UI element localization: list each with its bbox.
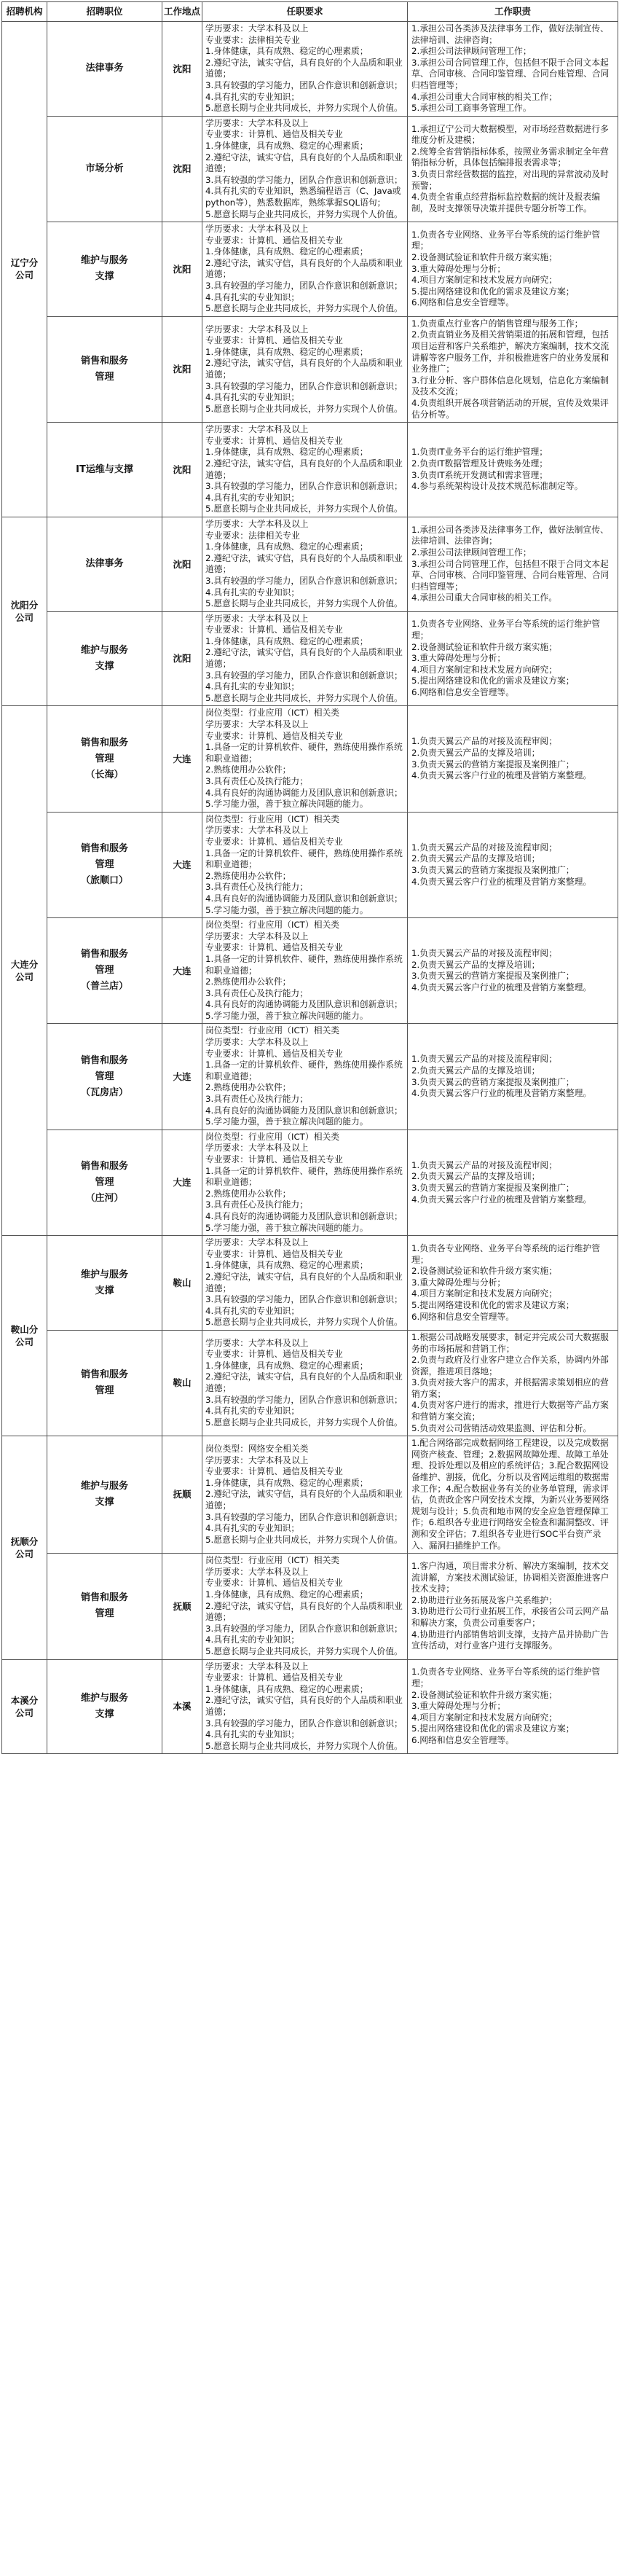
location-cell: 鞍山: [162, 1236, 202, 1331]
location-cell: 大连: [162, 812, 202, 917]
org-name: 鞍山分公司: [10, 1324, 39, 1348]
position-cell: 维护与服务 支撑: [47, 611, 162, 706]
position-cell: 销售和服务 管理: [47, 1330, 162, 1436]
requirements-cell: 岗位类型：行业应用（ICT）相关类 学历要求：大学本科及以上 专业要求：计算机、通信及相关专业 1.身体健康，具有成熟、稳定的心理素质； 2.遵纪守法，诚实守信，具有良好的个人品质和职业道德； 3.具有较强的学习能力，团队合作意识和创新意识； 4.具有扎实的专业知识； 5.愿意长期与企业共同成长，并努力实现个人价值。: [202, 1554, 408, 1659]
org-cell: [2, 1236, 47, 1436]
position-cell: 销售和服务 管理 （庄河）: [47, 1130, 162, 1235]
table-row: [2, 918, 618, 1024]
table-row: [2, 706, 618, 812]
table-header: [2, 2, 618, 22]
requirements-cell: 学历要求：大学本科及以上 专业要求：计算机、通信及相关专业 1.身体健康，具有成熟、稳定的心理素质； 2.遵纪守法，诚实守信，具有良好的个人品质和职业道德； 3.具有较强的学习能力，团队合作意识和创新意识； 4.具有扎实的专业知识； 5.愿意长期与企业共同成长，并努力实现个人价值。: [202, 222, 408, 317]
position-cell: 销售和服务 管理 （旅顺口）: [47, 812, 162, 917]
table-row: [2, 423, 618, 517]
org-cell: [2, 706, 47, 1236]
location-cell: 沈阳: [162, 517, 202, 611]
table-row: [2, 222, 618, 317]
org-cell: [2, 517, 47, 706]
org-cell: [2, 22, 47, 517]
duties-cell: 1.负责天翼云产品的对接及流程审阅； 2.负责天翼云产品的支撑及培训； 3.负责天翼云的营销方案提报及案例推广； 4.负责天翼云客户行业的梳理及营销方案整理。: [408, 1024, 618, 1130]
table-row: [2, 812, 618, 917]
location-cell: 本溪: [162, 1659, 202, 1754]
requirements-cell: 岗位类型：行业应用（ICT）相关类 学历要求：大学本科及以上 专业要求：计算机、通信及相关专业 1.具备一定的计算机软件、硬件，熟练使用操作系统和职业道德； 2.熟练使用办公软件； 3.具有责任心及执行能力； 4.具有良好的沟通协调能力及团队意识和创新意识； 5.学习能力强，善于独立解决问题的能力。: [202, 812, 408, 917]
position-cell: 法律事务: [47, 22, 162, 117]
duties-cell: 1.承担公司各类涉及法律事务工作，做好法制宣传、法律培训、法律咨询； 2.承担公司法律顾问管理工作； 3.承担公司合同管理工作，包括但不限于合同文本起草、合同审核、合同印鉴管理、合同台账管理、合同归档管理等； 4.承担公司重大合同审核的相关工作； 5.承担公司工商事务管理工作。: [408, 22, 618, 117]
duties-cell: 1.根据公司战略发展要求，制定并完成公司大数据服务的市场拓展和营销工作； 2.负责与政府及行业客户建立合作关系，协调内外部资源，推进项目落地； 3.负责对接大客户的需求，并根据需求策划相应的营销方案； 4.负责对客户进行的需求，推进行大数据等产品方案和营销方案交流； 5.负责对公司营销活动效果监测、评估和分析。: [408, 1330, 618, 1436]
requirements-cell: 学历要求：大学本科及以上 专业要求：法律相关专业 1.身体健康，具有成熟、稳定的心理素质； 2.遵纪守法，诚实守信，具有良好的个人品质和职业道德； 3.具有较强的学习能力，团队合作意识和创新意识； 4.具有扎实的专业知识； 5.愿意长期与企业共同成长，并努力实现个人价值。: [202, 22, 408, 117]
requirements-cell: 学历要求：大学本科及以上 专业要求：计算机、通信及相关专业 1.身体健康，具有成熟、稳定的心理素质； 2.遵纪守法，诚实守信，具有良好的个人品质和职业道德； 3.具有较强的学习能力，团队合作意识和创新意识； 4.具有扎实的专业知识； 5.愿意长期与企业共同成长，并努力实现个人价值。: [202, 1330, 408, 1436]
location-cell: 沈阳: [162, 423, 202, 517]
org-name: 本溪分公司: [10, 1694, 39, 1718]
table-row: [2, 1659, 618, 1754]
position-cell: 维护与服务 支撑: [47, 222, 162, 317]
location-cell: 抚顺: [162, 1436, 202, 1554]
requirements-cell: 学历要求：大学本科及以上 专业要求：法律相关专业 1.身体健康，具有成熟、稳定的心理素质； 2.遵纪守法，诚实守信，具有良好的个人品质和职业道德； 3.具有较强的学习能力，团队合作意识和创新意识； 4.具有扎实的专业知识； 5.愿意长期与企业共同成长，并努力实现个人价值。: [202, 517, 408, 611]
recruitment-table: [1, 1, 618, 1754]
duties-cell: 1.负责各专业网络、业务平台等系统的运行维护管理； 2.设备测试验证和软件升级方案实施； 3.重大障碍处理与分析； 4.项目方案制定和技术发展方向研究； 5.提出网络建设和优化的需求及建议方案； 6.网络和信息安全管理等。: [408, 611, 618, 706]
duties-cell: 1.负责天翼云产品的对接及流程审阅； 2.负责天翼云产品的支撑及培训； 3.负责天翼云的营销方案提报及案例推广； 4.负责天翼云客户行业的梳理及营销方案整理。: [408, 706, 618, 812]
duties-cell: 1.客户沟通，项目需求分析、解决方案编制，技术交流讲解，方案技术测试验证，协调相关资源推进客户技术支持； 2.协助进行业务拓展及客户关系维护； 3.协助进行公司行业拓展工作，承接省公司云网产品和解决方案，负责公司重要客户； 4.协助进行内部销售培训支撑，支持产品并协助广告宣传活动，对行业客户进行支撑服务。: [408, 1554, 618, 1659]
requirements-cell: 学历要求：大学本科及以上 专业要求：计算机、通信及相关专业 1.身体健康，具有成熟、稳定的心理素质； 2.遵纪守法，诚实守信，具有良好的个人品质和职业道德； 3.具有较强的学习能力，团队合作意识和创新意识； 4.具有扎实的专业知识； 5.愿意长期与企业共同成长，并努力实现个人价值。: [202, 1236, 408, 1331]
table-row: [2, 1130, 618, 1235]
duties-cell: 1.负责各专业网络、业务平台等系统的运行维护管理； 2.设备测试验证和软件升级方案实施； 3.重大障碍处理与分析； 4.项目方案制定和技术发展方向研究； 5.提出网络建设和优化的需求及建议方案； 6.网络和信息安全管理等。: [408, 1659, 618, 1754]
duties-cell: 1.负责天翼云产品的对接及流程审阅； 2.负责天翼云产品的支撑及培训； 3.负责天翼云的营销方案提报及案例推广； 4.负责天翼云客户行业的梳理及营销方案整理。: [408, 918, 618, 1024]
duties-cell: 1.承担公司各类涉及法律事务工作，做好法制宣传、法律培训、法律咨询； 2.承担公司法律顾问管理工作； 3.承担公司合同管理工作，包括但不限于合同文本起草、合同审核、合同印鉴管理、合同台账管理、合同归档管理等； 4.承担公司重大合同审核的相关工作。: [408, 517, 618, 611]
org-name: 抚顺分公司: [10, 1535, 39, 1559]
table-row: [2, 1024, 618, 1130]
requirements-cell: 岗位类型：行业应用（ICT）相关类 学历要求：大学本科及以上 专业要求：计算机、通信及相关专业 1.具备一定的计算机软件、硬件，熟练使用操作系统和职业道德； 2.熟练使用办公软件； 3.具有责任心及执行能力； 4.具有良好的沟通协调能力及团队意识和创新意识； 5.学习能力强，善于独立解决问题的能力。: [202, 706, 408, 812]
requirements-cell: 学历要求：大学本科及以上 专业要求：计算机、通信及相关专业 1.身体健康，具有成熟、稳定的心理素质； 2.遵纪守法，诚实守信，具有良好的个人品质和职业道德； 3.具有较强的学习能力，团队合作意识和创新意识； 4.具有扎实的专业知识； 5.愿意长期与企业共同成长，并努力实现个人价值。: [202, 316, 408, 422]
org-name: 大连分公司: [10, 959, 39, 983]
header-duties: 工作职责: [408, 2, 618, 22]
duties-cell: 1.配合网络部完成数据网络工程建设，以及完成数据网资产核查、管理；2.数据网故障处理、故障工单处理、投诉处理以及相应的系统评估；3.配合数据网设备维护、割接，优化，分析以及省网运维组的数据需求工作；4.配合数据业务有关的业务单管理，需求评估，负责政企客户网安技术支撑，为新兴业务要网络规划与设计；5.负责和地市网的安全应急管理保障工作；6.组织各专业进行网络安全检查和漏洞整改、评测和安全评估；7.组织各专业进行SOC平台资产录入、漏洞扫描维护工作。: [408, 1436, 618, 1554]
duties-cell: 1.负责重点行业客户的销售管理与服务工作； 2.负责直销业务及相关营销渠道的拓展和管理，包括项目运营和客户关系维护，解决方案编制，技术交流讲解等客户服务工作，并积极推进客户的业务发展和业务推广； 3.行业分析、客户群体信息化规划，信息化方案编制及技术交流； 4.负责组织开展各项营销活动的开展，宣传及效果评估分析等。: [408, 316, 618, 422]
table-row: [2, 1330, 618, 1436]
requirements-cell: 学历要求：大学本科及以上 专业要求：计算机、通信及相关专业 1.身体健康，具有成熟、稳定的心理素质； 2.遵纪守法，诚实守信，具有良好的个人品质和职业道德； 3.具有较强的学习能力，团队合作意识和创新意识； 4.具有扎实的专业知识，熟悉编程语言（C、Java或python等），熟悉数据库，熟练掌握SQL语句； 5.愿意长期与企业共同成长，并努力实现个人价值。: [202, 116, 408, 222]
requirements-cell: 岗位类型：行业应用（ICT）相关类 学历要求：大学本科及以上 专业要求：计算机、通信及相关专业 1.具备一定的计算机软件、硬件，熟练使用操作系统和职业道德； 2.熟练使用办公软件； 3.具有责任心及执行能力； 4.具有良好的沟通协调能力及团队意识和创新意识； 5.学习能力强，善于独立解决问题的能力。: [202, 918, 408, 1024]
position-cell: 销售和服务 管理 （普兰店）: [47, 918, 162, 1024]
duties-cell: 1.负责各专业网络、业务平台等系统的运行维护管理； 2.设备测试验证和软件升级方案实施； 3.重大障碍处理与分析； 4.项目方案制定和技术发展方向研究； 5.提出网络建设和优化的需求及建议方案； 6.网络和信息安全管理等。: [408, 1236, 618, 1331]
location-cell: 沈阳: [162, 222, 202, 317]
position-cell: 法律事务: [47, 517, 162, 611]
position-cell: 维护与服务 支撑: [47, 1659, 162, 1754]
position-cell: 维护与服务 支撑: [47, 1236, 162, 1331]
table-row: [2, 116, 618, 222]
position-cell: 维护与服务 支撑: [47, 1436, 162, 1554]
duties-cell: 1.负责各专业网络、业务平台等系统的运行维护管理； 2.设备测试验证和软件升级方案实施； 3.重大障碍处理与分析； 4.项目方案制定和技术发展方向研究； 5.提出网络建设和优化的需求及建议方案； 6.网络和信息安全管理等。: [408, 222, 618, 317]
location-cell: 沈阳: [162, 116, 202, 222]
duties-cell: 1.负责天翼云产品的对接及流程审阅； 2.负责天翼云产品的支撑及培训； 3.负责天翼云的营销方案提报及案例推广； 4.负责天翼云客户行业的梳理及营销方案整理。: [408, 812, 618, 917]
duties-cell: 1.负责IT业务平台的运行维护管理； 2.负责IT数据管理及计费账务处理； 3.负责IT系统开发测试和需求管理； 4.参与系统架构设计及技术规范标准制定等。: [408, 423, 618, 517]
position-cell: IT运维与支撑: [47, 423, 162, 517]
requirements-cell: 学历要求：大学本科及以上 专业要求：计算机、通信及相关专业 1.身体健康，具有成熟、稳定的心理素质； 2.遵纪守法，诚实守信，具有良好的个人品质和职业道德； 3.具有较强的学习能力，团队合作意识和创新意识； 4.具有扎实的专业知识； 5.愿意长期与企业共同成长，并努力实现个人价值。: [202, 1659, 408, 1754]
location-cell: 抚顺: [162, 1554, 202, 1659]
header-location: 工作地点: [162, 2, 202, 22]
header-row: [2, 2, 618, 22]
duties-cell: 1.承担辽宁公司大数据模型，对市场经营数据进行多维度分析及建模； 2.统筹全省营销指标体系，按照业务需求制定全年营销指标分析，具体包括编排报表需求等； 3.负责日常经营数据的监控，对出现的异常波动及时预警； 4.负责全省重点经营指标监控数据的统计及报表编制，及时支撑领导决策并提供专题分析等工作。: [408, 116, 618, 222]
location-cell: 沈阳: [162, 22, 202, 117]
position-cell: 销售和服务 管理 （瓦房店）: [47, 1024, 162, 1130]
table-row: [2, 316, 618, 422]
header-org: 招聘机构: [2, 2, 47, 22]
recruitment-table-container: [1, 1, 618, 1754]
duties-cell: 1.负责天翼云产品的对接及流程审阅； 2.负责天翼云产品的支撑及培训； 3.负责天翼云的营销方案提报及案例推广； 4.负责天翼云客户行业的梳理及营销方案整理。: [408, 1130, 618, 1235]
org-name: 沈阳分公司: [10, 600, 39, 624]
location-cell: 大连: [162, 1130, 202, 1235]
location-cell: 鞍山: [162, 1330, 202, 1436]
table-row: [2, 517, 618, 611]
org-cell: [2, 1659, 47, 1754]
location-cell: 大连: [162, 918, 202, 1024]
location-cell: 大连: [162, 1024, 202, 1130]
table-row: [2, 1236, 618, 1331]
requirements-cell: 岗位类型：行业应用（ICT）相关类 学历要求：大学本科及以上 专业要求：计算机、通信及相关专业 1.具备一定的计算机软件、硬件，熟练使用操作系统和职业道德； 2.熟练使用办公软件； 3.具有责任心及执行能力； 4.具有良好的沟通协调能力及团队意识和创新意识； 5.学习能力强，善于独立解决问题的能力。: [202, 1024, 408, 1130]
table-row: [2, 1554, 618, 1659]
header-position: 招聘职位: [47, 2, 162, 22]
requirements-cell: 岗位类型：行业应用（ICT）相关类 学历要求：大学本科及以上 专业要求：计算机、通信及相关专业 1.具备一定的计算机软件、硬件，熟练使用操作系统和职业道德； 2.熟练使用办公软件； 3.具有责任心及执行能力； 4.具有良好的沟通协调能力及团队意识和创新意识； 5.学习能力强，善于独立解决问题的能力。: [202, 1130, 408, 1235]
location-cell: 大连: [162, 706, 202, 812]
position-cell: 销售和服务 管理 （长海）: [47, 706, 162, 812]
table-row: [2, 611, 618, 706]
table-body: [2, 22, 618, 1754]
position-cell: 销售和服务 管理: [47, 316, 162, 422]
org-cell: [2, 1436, 47, 1659]
requirements-cell: 学历要求：大学本科及以上 专业要求：计算机、通信及相关专业 1.身体健康，具有成熟、稳定的心理素质； 2.遵纪守法，诚实守信，具有良好的个人品质和职业道德； 3.具有较强的学习能力，团队合作意识和创新意识； 4.具有扎实的专业知识； 5.愿意长期与企业共同成长，并努力实现个人价值。: [202, 423, 408, 517]
location-cell: 沈阳: [162, 611, 202, 706]
table-row: [2, 22, 618, 117]
position-cell: 销售和服务 管理: [47, 1554, 162, 1659]
requirements-cell: 岗位类型：网络安全相关类 学历要求：大学本科及以上 专业要求：计算机、通信及相关专业 1.身体健康，具有成熟、稳定的心理素质； 2.遵纪守法，诚实守信，具有良好的个人品质和职业道德； 3.具有较强的学习能力，团队合作意识和创新意识； 4.具有扎实的专业知识； 5.愿意长期与企业共同成长，并努力实现个人价值。: [202, 1436, 408, 1554]
requirements-cell: 学历要求：大学本科及以上 专业要求：计算机、通信及相关专业 1.身体健康，具有成熟、稳定的心理素质； 2.遵纪守法，诚实守信，具有良好的个人品质和职业道德； 3.具有较强的学习能力，团队合作意识和创新意识； 4.具有扎实的专业知识； 5.愿意长期与企业共同成长，并努力实现个人价值。: [202, 611, 408, 706]
position-cell: 市场分析: [47, 116, 162, 222]
location-cell: 沈阳: [162, 316, 202, 422]
header-requirements: 任职要求: [202, 2, 408, 22]
org-name: 辽宁分公司: [10, 257, 39, 281]
table-row: [2, 1436, 618, 1554]
